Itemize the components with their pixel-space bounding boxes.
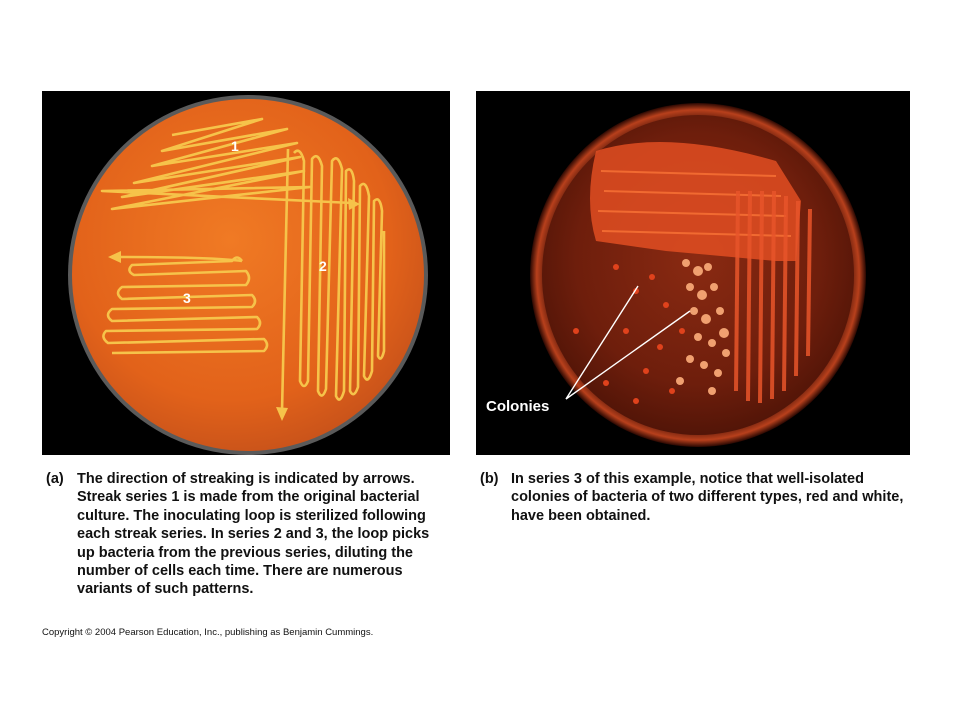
- caption-b-text: In series 3 of this example, notice that well-isolated colonies of bacteria of two different types, red and white, have been obtained.: [511, 471, 904, 524]
- copyright-notice: Copyright © 2004 Pearson Education, Inc., publishing as Benjamin Cummings.: [42, 627, 374, 638]
- caption-a-tag: (a): [46, 471, 64, 487]
- streak-label-2: 2: [319, 258, 327, 274]
- caption-a: [46, 470, 446, 599]
- streak-diagram: [42, 91, 450, 455]
- streak-diagram-panel: [42, 91, 450, 455]
- caption-b: [480, 470, 910, 525]
- culture-plate-photo: [476, 91, 910, 455]
- streak-label-1: 1: [231, 138, 239, 154]
- growth-series-1: [590, 142, 801, 261]
- colonies-label: Colonies: [486, 398, 550, 415]
- caption-b-tag: (b): [480, 471, 499, 487]
- caption-a-text: The direction of streaking is indicated by arrows. Streak series 1 is made from the original bacterial culture. The inoculating loop is sterilized following each streak series. In series 2 and 3, the loop picks up bacteria from the previous series, diluting the number of cells each time. There are numerous variants of such patterns.: [77, 471, 430, 598]
- streak-label-3: 3: [183, 290, 191, 306]
- culture-plate-photo-panel: [476, 91, 910, 455]
